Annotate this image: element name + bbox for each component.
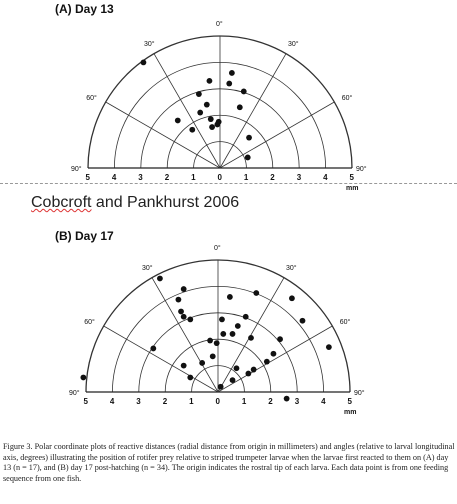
- panel-a-data-point-1: [207, 78, 213, 84]
- panel-b-data-point-28: [245, 371, 251, 377]
- panel-a-tick-label-5: 0: [217, 173, 222, 182]
- panel-b-tick-label-10: 5: [347, 397, 352, 406]
- panel-b-data-point-2: [176, 297, 182, 303]
- panel-b-data-point-17: [300, 318, 306, 324]
- panel-b-data-point-0: [157, 276, 163, 282]
- panel-b-tick-label-7: 2: [268, 397, 273, 406]
- panel-b-data-point-25: [234, 365, 240, 371]
- panel-a-angle-label-0: 0°: [216, 21, 223, 28]
- panel-b-tick-label-6: 1: [241, 397, 247, 406]
- panel-a-data-point-16: [245, 155, 251, 161]
- panel-a-angle-label-2: 30°: [288, 41, 299, 49]
- panel-a-data-point-14: [216, 119, 222, 125]
- panel-b-data-point-7: [181, 314, 187, 320]
- panel-a-tick-label-3: 2: [164, 173, 170, 182]
- panel-b-data-point-19: [150, 346, 156, 352]
- panel-b-data-point-4: [253, 290, 259, 296]
- panel-b-angle-label-5: 90°: [69, 390, 80, 397]
- panel-a-title: (A) Day 13: [55, 2, 114, 16]
- panel-b-tick-label-1: 4: [109, 397, 115, 406]
- figure-caption: Figure 3. Polar coordinate plots of reactive distances (radial distance from origin in millimeters) and angles (relative to larval longitudinal axis, degrees) illustrating the position of rotifer prey relative to striped trumpeter larvae when the larvae first reacted to them on (A) day 13 (n = 17), and (B) day 17 post-hatching (n = 34). The origin indicates the rostral tip of each larva. Each data point is from one feeding sequence from one fish.: [3, 442, 455, 483]
- panel-b-data-point-5: [289, 295, 295, 301]
- panel-b-data-point-20: [210, 353, 216, 359]
- panel-a-tick-label-10: 5: [349, 173, 354, 182]
- panel-b-data-point-33: [284, 396, 290, 402]
- panel-b-data-point-31: [218, 384, 224, 390]
- panel-a-data-point-5: [196, 91, 202, 97]
- panel-b-unit-label: mm: [344, 409, 357, 416]
- panel-b-data-point-3: [227, 294, 233, 300]
- panel-a-spoke-60: [220, 102, 334, 168]
- panel-a-data-point-15: [246, 135, 252, 141]
- panel-b-angle-label-4: 60°: [339, 319, 351, 326]
- panel-a-angle-label-1: 30°: [144, 41, 155, 49]
- panel-a-angle-label-5: 90°: [71, 166, 82, 173]
- panel-b-data-point-8: [187, 317, 193, 323]
- panel-a-data-point-3: [226, 81, 232, 87]
- panel-b-tick-label-8: 3: [294, 397, 300, 406]
- panel-b-angle-label-2: 30°: [286, 265, 297, 273]
- panel-a-tick-label-6: 1: [243, 173, 249, 182]
- panel-b-day-17: [55, 229, 365, 416]
- panel-b-tick-label-0: 5: [83, 397, 88, 406]
- panel-b-data-point-30: [230, 377, 236, 383]
- panel-b-tick-label-9: 4: [321, 397, 326, 406]
- citation-rest: and Pankhurst 2006: [91, 194, 240, 211]
- panel-a-spoke-left-30: [154, 54, 220, 168]
- panel-a-tick-label-0: 5: [85, 173, 90, 182]
- panel-a-unit-label: mm: [346, 185, 359, 192]
- panel-b-data-point-11: [235, 323, 241, 329]
- panel-b-angle-label-1: 30°: [142, 265, 153, 273]
- panel-b-data-point-6: [178, 309, 184, 315]
- panel-a-tick-label-2: 3: [138, 173, 143, 182]
- panel-a-data-point-0: [141, 60, 147, 66]
- panel-a-angle-label-4: 60°: [341, 95, 353, 102]
- panel-b-spoke-60: [218, 326, 332, 392]
- panel-b-data-point-13: [230, 331, 236, 337]
- panel-b-data-point-29: [187, 375, 193, 381]
- panel-b-title: (B) Day 17: [55, 229, 114, 243]
- panel-a-data-point-6: [204, 102, 210, 108]
- panel-b-tick-label-3: 2: [162, 397, 168, 406]
- panel-a-angle-label-3: 60°: [86, 95, 97, 102]
- panel-b-data-point-10: [243, 314, 249, 320]
- panel-b-data-point-24: [264, 359, 270, 365]
- panel-a-data-point-2: [229, 70, 235, 76]
- panel-b-tick-label-4: 1: [189, 397, 194, 406]
- panel-a-tick-label-1: 4: [111, 173, 117, 182]
- panel-b-data-point-21: [271, 351, 277, 357]
- panel-a-data-point-13: [209, 124, 215, 130]
- panel-b-data-point-1: [181, 286, 187, 292]
- panel-a-data-point-11: [189, 127, 195, 133]
- citation-author-underlined: Cobcroft: [31, 194, 92, 211]
- panel-a-angle-label-6: 90°: [356, 166, 367, 173]
- panel-b-data-point-22: [326, 344, 332, 350]
- panel-b-data-point-18: [277, 336, 283, 342]
- panel-a-spoke-30: [220, 54, 286, 168]
- panel-b-data-point-23: [199, 360, 205, 366]
- panel-b-spoke-left-60: [104, 326, 218, 392]
- panel-b-data-point-27: [251, 367, 257, 373]
- panel-b-tick-label-5: 0: [215, 397, 220, 406]
- panel-a-tick-label-9: 4: [323, 173, 328, 182]
- panel-a-data-point-4: [241, 89, 247, 95]
- panel-a-data-point-8: [208, 116, 214, 122]
- panel-b-angle-label-3: 60°: [84, 319, 95, 326]
- panel-b-angle-label-0: 0°: [214, 245, 221, 252]
- panel-b-data-point-26: [181, 363, 187, 369]
- panel-b-data-point-14: [207, 338, 213, 344]
- panel-a-tick-label-8: 3: [296, 173, 302, 182]
- panel-a-tick-label-7: 2: [270, 173, 275, 182]
- panel-b-data-point-16: [248, 335, 254, 341]
- panel-b-data-point-15: [214, 340, 220, 346]
- panel-b-data-point-9: [219, 317, 225, 323]
- panel-a-tick-label-4: 1: [191, 173, 196, 182]
- panel-b-spoke-30: [218, 278, 284, 392]
- panel-b-spoke-left-30: [152, 278, 218, 392]
- panel-a-data-point-7: [197, 110, 203, 116]
- panel-a-data-point-10: [175, 118, 181, 124]
- panel-a-data-point-9: [237, 104, 243, 110]
- panel-a-day-13: [55, 2, 367, 192]
- panel-b-data-point-32: [80, 375, 86, 381]
- panel-b-angle-label-6: 90°: [354, 390, 365, 397]
- citation-overlay-label: [31, 194, 239, 212]
- panel-b-data-point-12: [220, 331, 226, 337]
- panel-b-tick-label-2: 3: [136, 397, 141, 406]
